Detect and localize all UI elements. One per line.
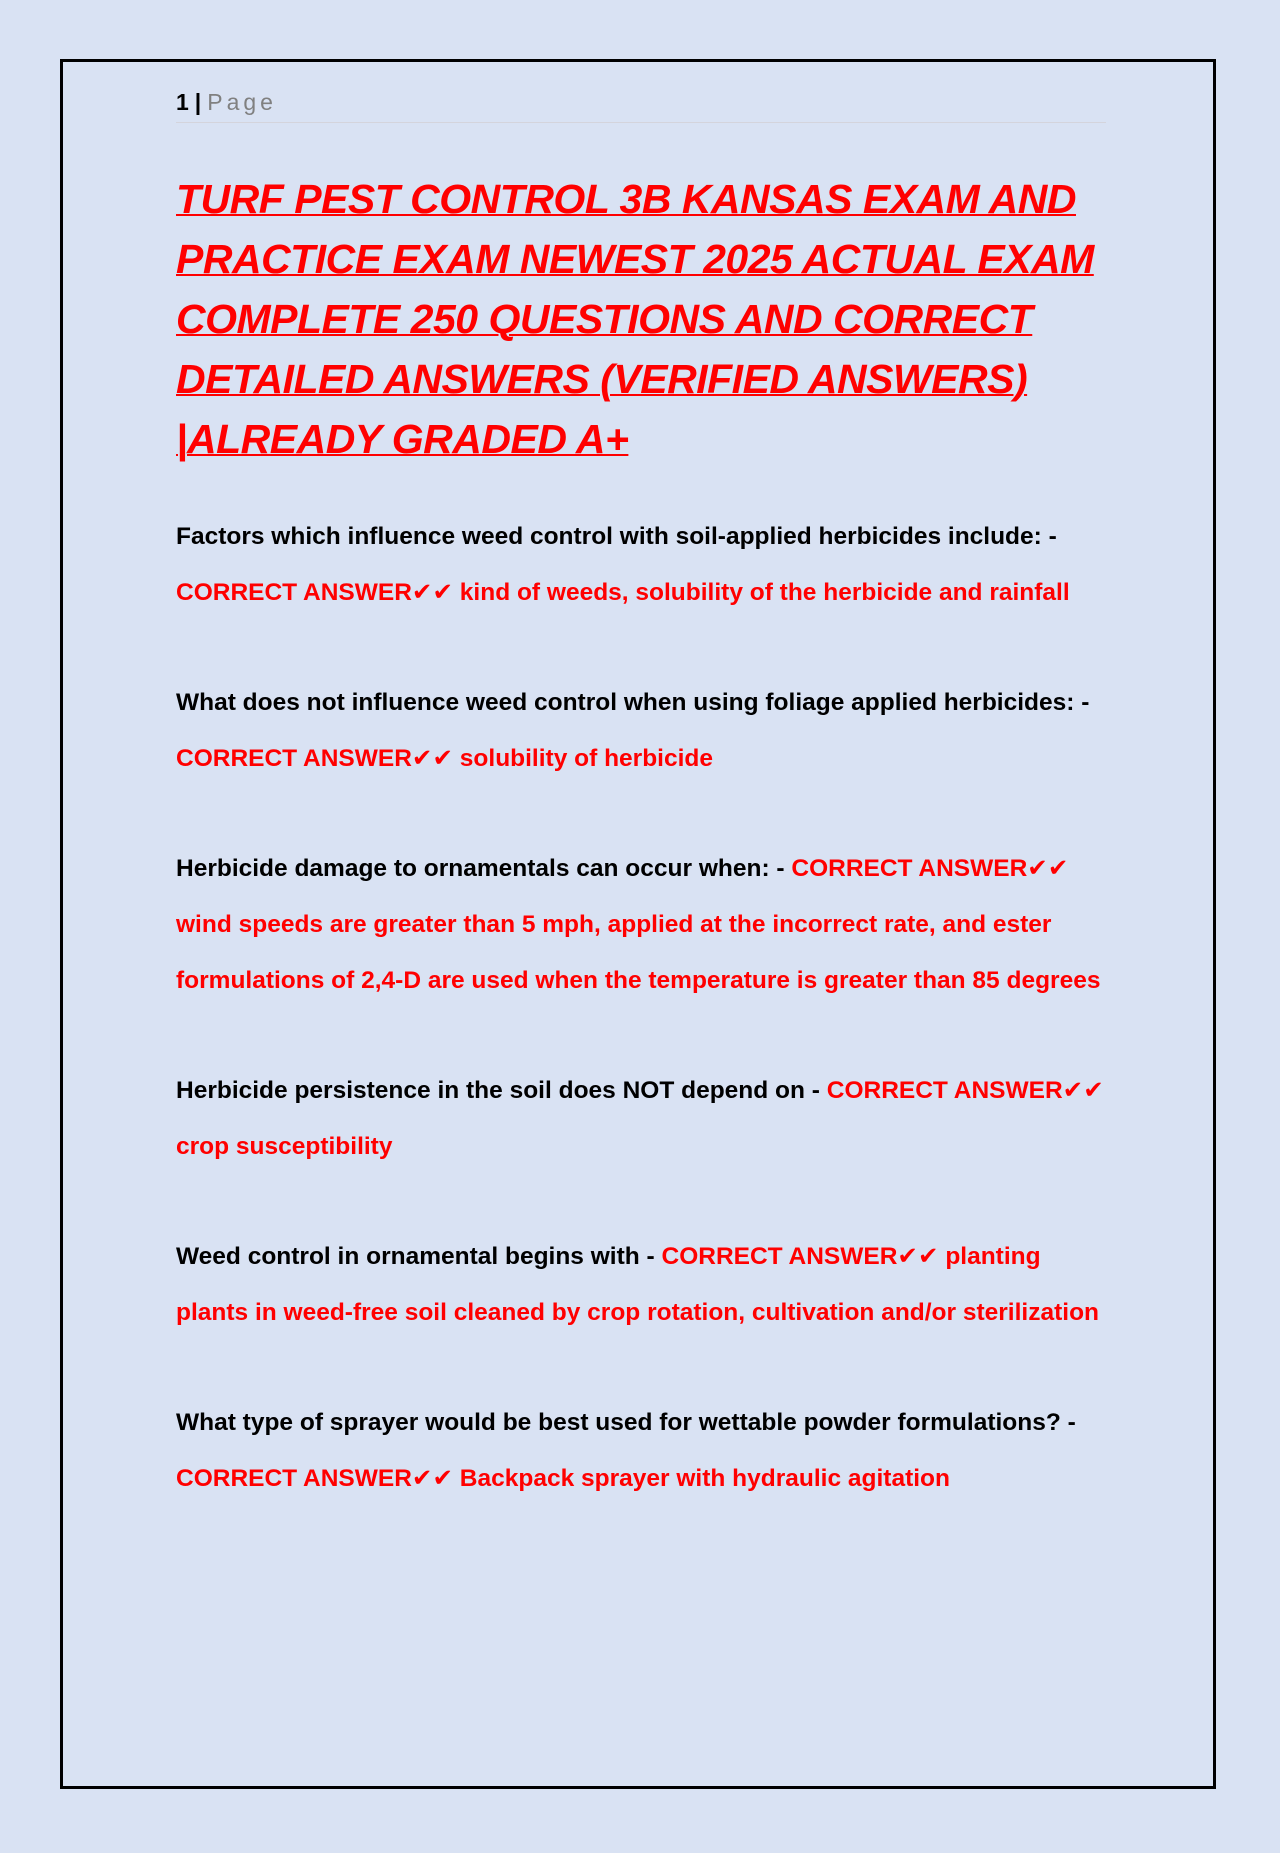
page-content <box>176 88 1106 1561</box>
question-text: What does not influence weed control when using foliage applied herbicides: - <box>176 689 1090 716</box>
qa-item <box>176 841 1106 1009</box>
qa-item <box>176 1063 1106 1175</box>
question-text: Herbicide damage to ornamentals can occur when: - <box>176 855 785 882</box>
qa-item <box>176 675 1106 787</box>
qa-item <box>176 1229 1106 1341</box>
question-text: Herbicide persistence in the soil does NOT depend on - <box>176 1077 820 1104</box>
answer-text: wind speeds are greater than 5 mph, applied at the incorrect rate, and ester formulations of 2,4-D are used when the temperature is greater than 85 degrees <box>176 911 1101 994</box>
question-text: Weed control in ornamental begins with - <box>176 1243 655 1270</box>
answer-text: crop susceptibility <box>176 1133 393 1160</box>
answer-text: Backpack sprayer with hydraulic agitation <box>459 1465 950 1492</box>
answer-text: kind of weeds, solubility of the herbicide and rainfall <box>459 579 1070 606</box>
document-title: TURF PEST CONTROL 3B KANSAS EXAM AND PRACTICE EXAM NEWEST 2025 ACTUAL EXAM COMPLETE 250 QUESTIONS AND CORRECT DETAILED ANSWERS (VERIFIED ANSWERS) |ALREADY GRADED A+ <box>176 176 1094 462</box>
qa-list <box>176 509 1106 1507</box>
page-label: Page <box>207 89 277 115</box>
answer-text: planting plants in weed-free soil cleaned by crop rotation, cultivation and/or sterilization <box>176 1243 1099 1326</box>
answer-prefix: CORRECT ANSWER✔✔ <box>176 579 453 606</box>
answer-prefix: CORRECT ANSWER✔✔ <box>176 1465 453 1492</box>
question-text: What type of sprayer would be best used for wettable powder formulations? - <box>176 1409 1076 1436</box>
answer-text: solubility of herbicide <box>459 745 713 772</box>
header-separator: | <box>194 89 202 115</box>
qa-item <box>176 1395 1106 1507</box>
answer-prefix: CORRECT ANSWER✔✔ <box>176 745 453 772</box>
answer-prefix: CORRECT ANSWER✔✔ <box>661 1243 939 1270</box>
answer-prefix: CORRECT ANSWER✔✔ <box>826 1077 1104 1104</box>
qa-item <box>176 509 1106 621</box>
answer-prefix: CORRECT ANSWER✔✔ <box>791 855 1069 882</box>
page-header <box>176 88 1106 123</box>
page-number: 1 <box>176 89 189 115</box>
question-text: Factors which influence weed control with soil-applied herbicides include: - <box>176 523 1057 550</box>
